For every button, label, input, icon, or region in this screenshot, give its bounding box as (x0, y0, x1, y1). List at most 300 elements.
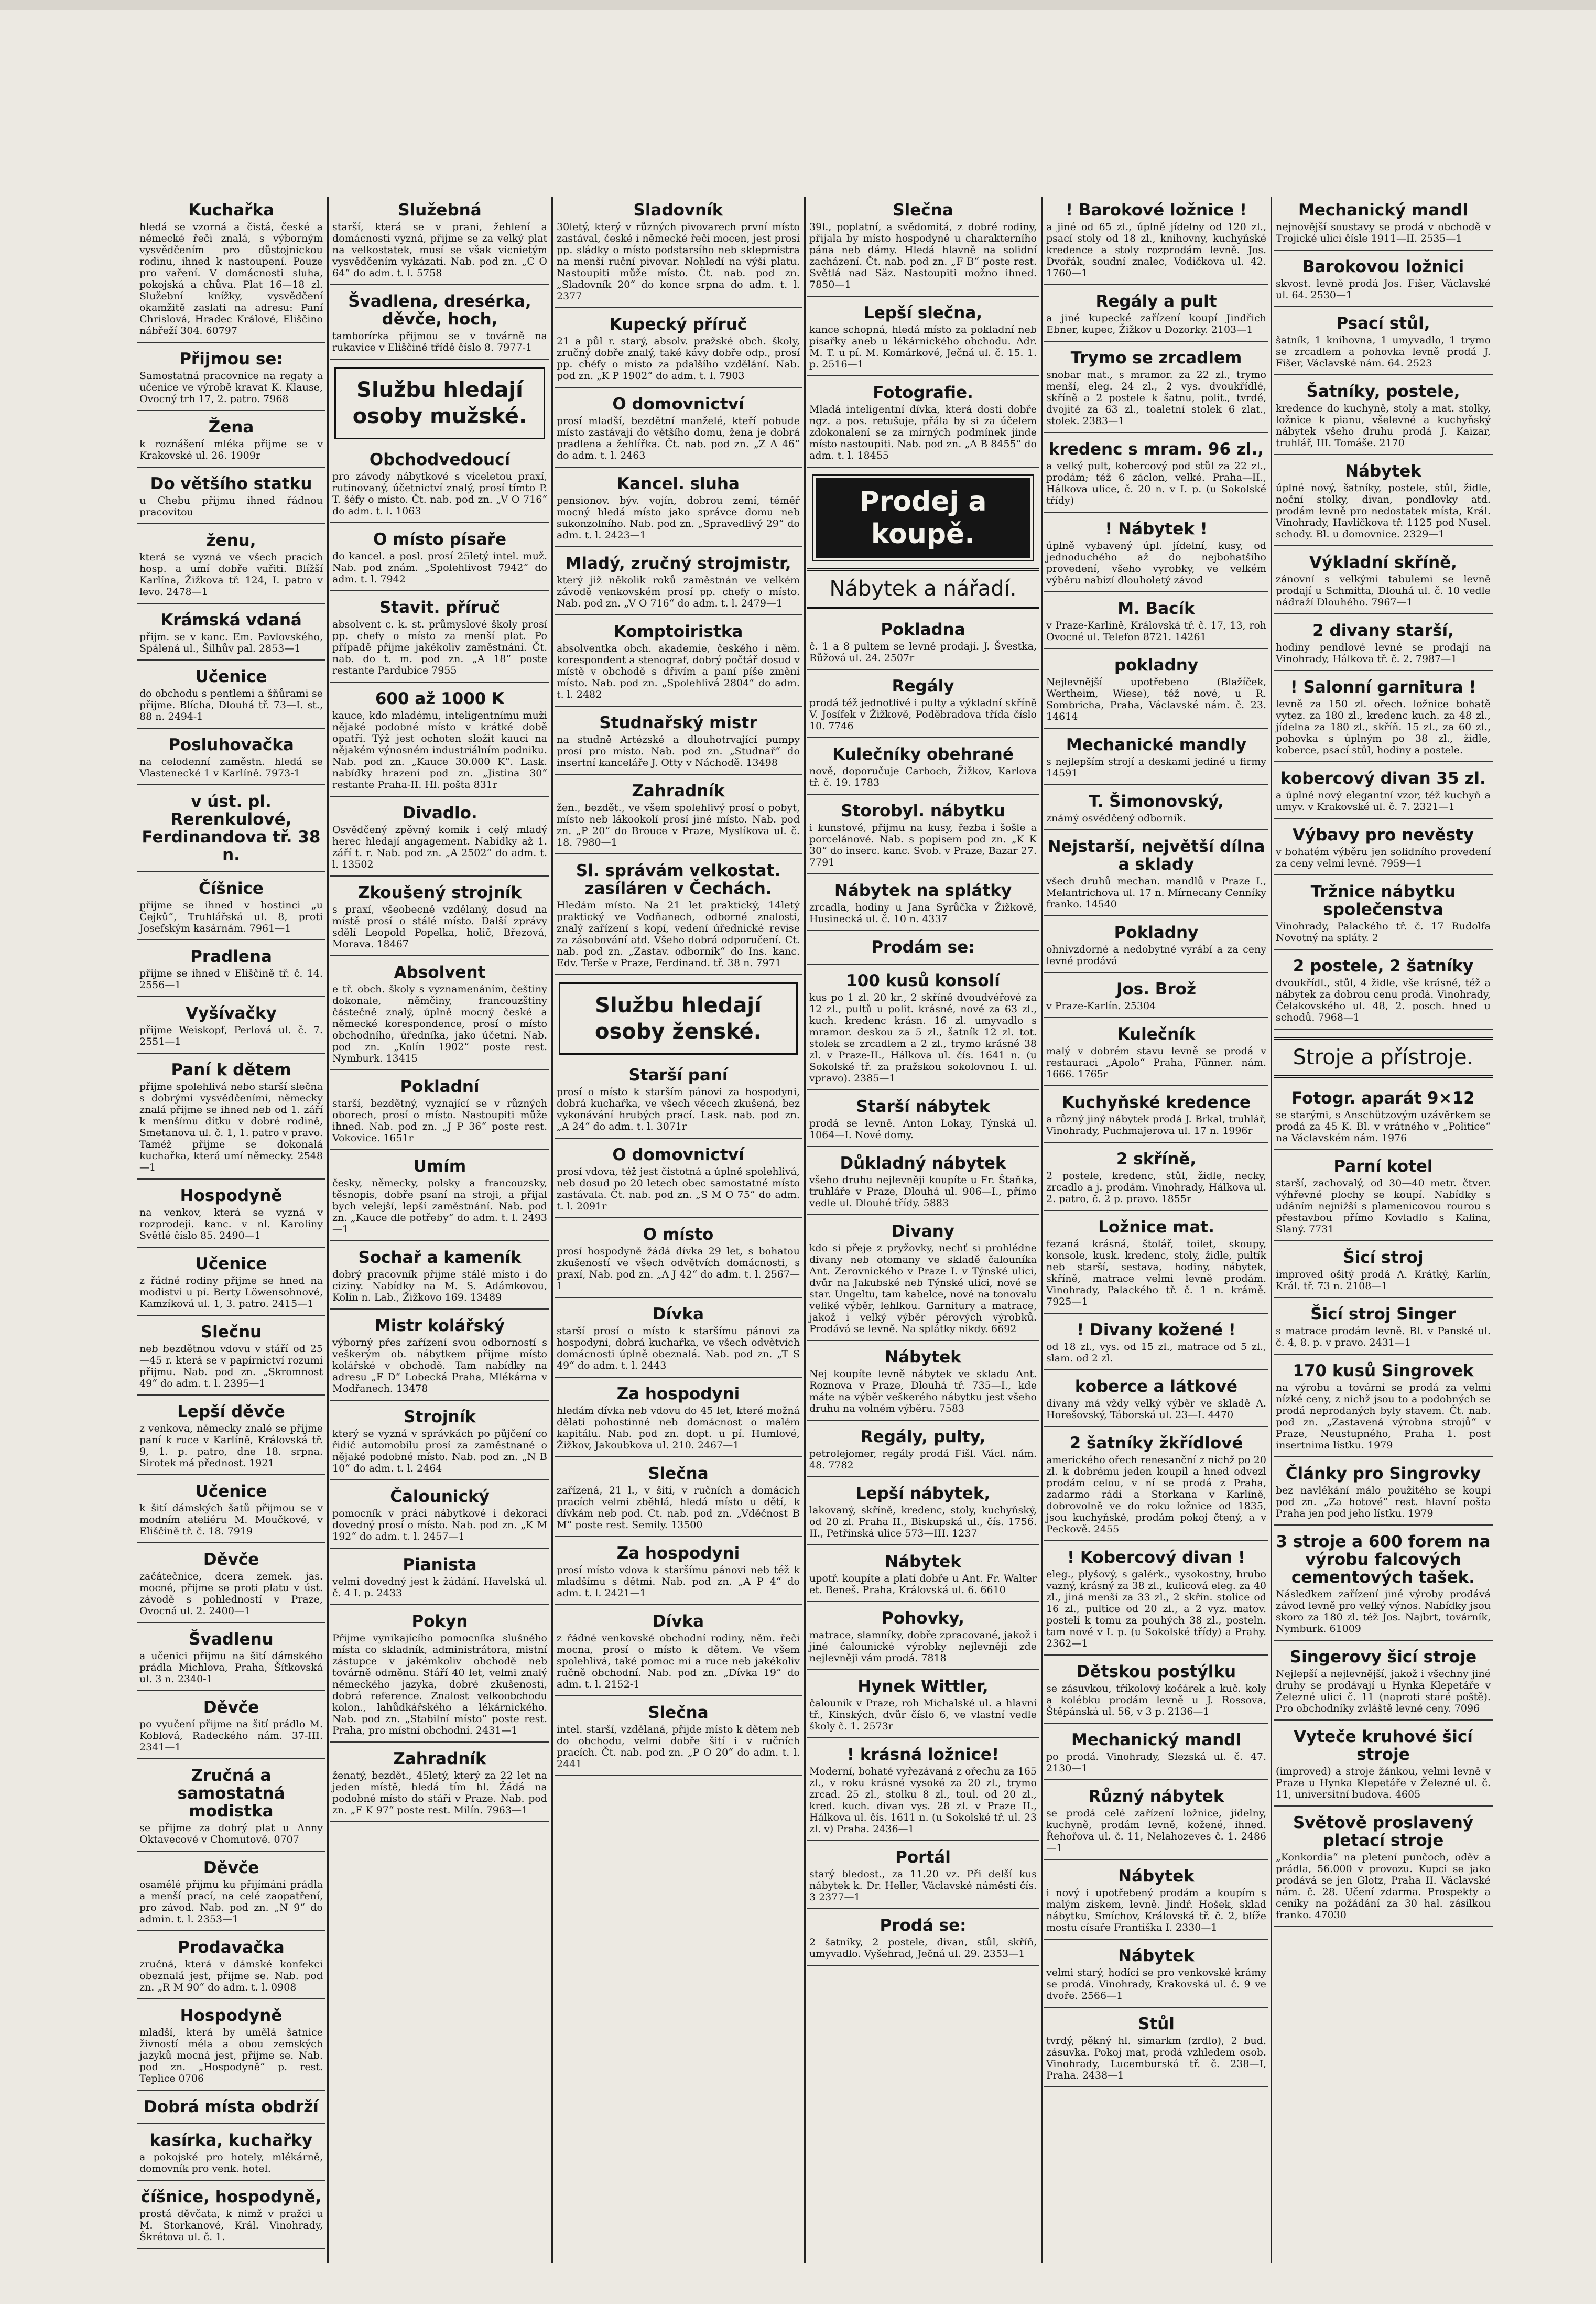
column-divider (327, 197, 329, 2263)
ad-body: Nejlevnější upotřebeno (Blažíček, Wertheim, Wiese), též nové, u R. Sombricha, Praha, Václavské nám. č. 23. 14614 (1046, 676, 1266, 722)
ad-headline: Storobyl. nábytku (841, 802, 1005, 820)
ad-body: improved ošitý prodá A. Krátký, Karlín, Král. tř. 73 n. 2108—1 (1276, 1269, 1491, 1292)
ad-body: na výrobu a tovární se prodá za velmi nízké ceny, z nichž jsou to a podobných se prodá neprodaných byly stavem. Čt. nab. pod zn. „Zastavená výrobna strojů“ v Praze, Neustupného, Praha 1. post insertnima lístku. 1979 (1276, 1382, 1491, 1451)
ad-headline: O domovnictví (612, 395, 744, 414)
ad-headline: Kulečníky obehrané (832, 745, 1014, 764)
ad-headline: Portál (895, 1848, 951, 1867)
ad-body: (improved) a stroje žánkou, velmi levně v Praze u Hynka Klepetáře v Železné ul. č. 11, universitní budova. 4605 (1276, 1766, 1491, 1800)
ad-body: starší, bezdětný, vyznající se v různých oborech, prosí o místo. Nastoupiti může ihned. Nab. pod zn. „J P 36“ poste rest. Vokovice. 1651r (332, 1098, 547, 1144)
ad-headline: Stůl (1138, 2015, 1175, 2033)
classified-ad (1044, 1544, 1268, 1656)
ad-body: velmi dovedný jest k žádání. Havelská ul. č. 4 I. p. 2433 (332, 1576, 547, 1599)
ad-body: pro závody nábytkové s víceletou praxí, rutinovaný, účetnictví znalý, prosí tímto P. T. šéfy o místo. Čt. nab. pod zn. „V O 716“ do adm. t. l. 1063 (332, 471, 547, 517)
classified-ad (1044, 516, 1268, 592)
classified-ad (330, 1153, 549, 1241)
classified-ad (807, 673, 1039, 738)
ad-headline: Tržnice nábytku společenstva (1310, 882, 1456, 919)
ad-headline: Nábytek na splátky (834, 881, 1012, 900)
classified-ad (807, 1094, 1039, 1147)
ad-headline: Hynek Wittler, (857, 1677, 989, 1696)
classified-ad (807, 300, 1039, 376)
ad-body: do obchodu s pentlemi a šňůrami se přijme. Blícha, Dlouhá tř. 73—I. st., 88 n. 2494-1 (139, 688, 323, 722)
ad-body: pensionov. býv. vojín, dobrou zemí, téměř mocný hledá místo jako správce domu neb sukonzolního. Nab. pod zn. „Spravedlivý 29“ do adm. t. l. 2423—1 (557, 495, 800, 541)
classified-ad (330, 288, 549, 360)
ad-body: petrolejomer, regály prodá Fišl. Václ. nám. 48. 7782 (809, 1448, 1037, 1471)
ad-headline: Jos. Brož (1116, 980, 1197, 999)
ad-body: starší, zachovalý, od 30—40 metr. čtver. výhřevné plochy se koupí. Nabídky s udáním nejnižší s plamenicovou rourou s přestavbou přímo Kovladlo s Kalina, Slaný. 7731 (1276, 1177, 1491, 1235)
ad-body: se starými, s Anschützovým uzávěrkem se prodá za 45 K. Bl. v vrátného v „Politice“ na Václavském nám. 1976 (1276, 1109, 1491, 1144)
ad-headline: Kuchařka (188, 201, 274, 220)
ad-body: dobrý pracovník přijme stálé místo i do ciziny. Nabídky na M. S. Adámkovou, Kolín n. Lab., Žižkovo 169. 13489 (332, 1269, 547, 1303)
classified-ad (330, 1746, 549, 1822)
ad-headline: kredenc s mram. 96 zl., (1048, 440, 1264, 459)
ad-body: v bohatém výběru jen solidního provedení za ceny velmi levné. 7959—1 (1276, 846, 1491, 869)
classified-ad (137, 414, 325, 468)
ad-headline: Hospodyně (180, 1186, 283, 1205)
ad-headline: Pohovky, (882, 1609, 964, 1628)
ad-body: 2 postele, kredenc, stůl, židle, necky, zrcadlo a j. prodám. Vinohrady, Hálkova ul. 2. patro, č. 2 p. pravo. 1855r (1046, 1170, 1266, 1205)
ad-headline: Nábytek (1345, 462, 1421, 481)
ad-body: Samostatná pracovnice na regaty a učenice ve výrobě kravat K. Klause, Ovocný trh 17, 2. patro. 7968 (139, 370, 323, 405)
classified-ad (1044, 652, 1268, 729)
ad-body: zručná, která v dámské konfekci obeznalá jest, přijme se. Nab. pod zn. „R M 90“ do adm. t. l. 0908 (139, 1959, 323, 1993)
ad-body: 30letý, který v různých pivovarech první místo zastával, české i německé řeči mocen, jest prosí pp. sládky o místo podstarsího neb sklepmistra na menší ruční pivovar. Nohledí na výši platu. Nastoupiti může místo. Čt. nab. pod zn. „Sladovník 20“ do konce srpna do adm. t. l. 2377 (557, 221, 800, 302)
ad-headline: Strojník (404, 1408, 476, 1426)
ad-body: bez navlékání málo použitého se koupí pod zn. „Za hotové“ rest. hlavní pošta Praha jen pod jeho lístku. 1979 (1276, 1485, 1491, 1519)
ad-headline: O domovnictví (612, 1145, 744, 1164)
ad-body: prostá děvčata, k nimž v pražci u M. Storkanové, Král. Vinohrady, Škrétova ul. č. 1. (139, 2208, 323, 2243)
classified-ad (1044, 1089, 1268, 1143)
classified-ad (1044, 2011, 1268, 2087)
ad-headline: ! krásná ložnice! (846, 1745, 1000, 1764)
ad-body: nově, doporučuje Carboch, Žižkov, Karlova tř. č. 19. 1783 (809, 765, 1037, 788)
ad-headline: M. Bacík (1117, 599, 1195, 618)
ad-body: prodá se levně. Anton Lokay, Týnská ul. 1064—I. Nové domy. (809, 1118, 1037, 1141)
classified-ad (555, 710, 802, 775)
classified-ad (1044, 345, 1268, 433)
ad-headline: Důkladný nábytek (840, 1154, 1006, 1173)
ad-body: eleg., plyšový, s galérk., vysokostny, hrubo vazný, krásný za 38 zl., kulicová eleg. za 40 zl., jiná menší za 33 zl., 2 skřín. stolice od 16 zl., pultice od 20 zl., a 2 vyz. matov. postelí k tomu za pouhých 38 zl., posteln. tam nové v I. p. (u Sokolské třídy) a Prahy. 2362—1 (1046, 1569, 1266, 1649)
ad-headline: 2 šatníky žkřídlové (1069, 1434, 1243, 1453)
ad-body: levně za 150 zl. ořech. ložnice bohatě vytez. za 180 zl., kredenc kuch. za 48 zl., jídelna za 180 zl., skříň. 15 zl., za 60 zl., pohovka s úplným po 38 zl., židle, koberce, psací stůl, hodiny a postele. (1276, 698, 1491, 756)
ad-headline: Pokyn (411, 1612, 468, 1631)
ad-body: osamělé přijmu ku přijímání prádla a menší prací, na celé zaopatření, pro závod. Nab. pod zn. „N 9“ do admin. t. l. 2353—1 (139, 1879, 323, 1925)
ad-headline: Pokladny (1114, 923, 1199, 942)
ad-body: hodiny pendlové levné se prodají na Vinohrady, Hálkova tř. č. 2. 7987—1 (1276, 642, 1491, 665)
ad-headline: Šicí stroj Singer (1310, 1305, 1456, 1324)
ad-body: s praxí, všeobecně vzdělaný, dosud na místě prosí o stálé místo. Další zprávy sdělí Leopold Popelka, holič, Březová, Morava. 18467 (332, 904, 547, 950)
section-banner: Službu hledají osoby ženské. (559, 982, 798, 1055)
ad-headline: Pokladní (400, 1077, 480, 1096)
classified-ad (555, 1381, 802, 1457)
ad-body: všech druhů mechan. mandlů v Praze I., Melantrichova ul. 17 n. Mírnecany Cenníky franko. 14540 (1046, 875, 1266, 910)
section-banner: Službu hledají osoby mužské. (334, 367, 545, 439)
classified-ad (137, 944, 325, 997)
ad-headline: Za hospodyni (616, 1384, 740, 1403)
ad-headline: ! Nábytek ! (1105, 520, 1208, 538)
ad-body: lakovaný, skříně, kredenc, stoly, kuchyňský, od 20 zl. Praha II., Biskupská ul., čís. 1756. II., Petřínská ulice 573—III. 1237 (809, 1505, 1037, 1539)
column-divider (1271, 197, 1272, 2263)
ad-body: kus po 1 zl. 20 kr., 2 skříně dvoudvéřové za 12 zl., pultů u polit. krásné, nové za 63 zl., kuch. kredenc krásn. 16 zl. umyvadlo s mramor. deskou za 5 zl., šatník 12 zl. tot. stolek se zrcadlem a 2 zl., trymo krásné 38 zl. v Praze-II., Hálkova ul. čís. 1641 n. (u Sokolské tř. za pražskou sokolovnou I. ul. vpravo). 2385—1 (809, 992, 1037, 1084)
classified-ad (330, 1484, 549, 1549)
ad-headline: 3 stroje a 600 forem na výrobu falcových cementových tašek. (1276, 1532, 1491, 1587)
classified-ad (807, 1673, 1039, 1738)
ad-headline: Obchodvedoucí (369, 450, 511, 469)
ad-body: absolvent c. k. st. průmyslové školy prosí pp. chefy o místo za menší plat. Po případě přijme jakékoliv zaměstnání. Čt. nab. do t. m. pod zn. „A 18“ poste restante Pardubice 7955 (332, 619, 547, 676)
ad-headline: Kancel. sluha (617, 474, 740, 493)
ad-body: matrace, slamníky, dobře zpracované, jakož i jiné čalounické výrobky nejlevněji zde nejlevněji vám prodá. 7818 (809, 1629, 1037, 1664)
ad-headline: Služebná (398, 201, 482, 220)
classified-ad (555, 619, 802, 707)
ad-headline: Regály a pult (1095, 292, 1217, 311)
classified-ad (137, 664, 325, 729)
classified-ad (807, 1605, 1039, 1670)
ad-body: úplné nový, šatníky, postele, stůl, židle, noční stolky, divan, pondlovky atd. prodám levně pro nedostatek místa, Král. Vinohrady, Havlíčkova tř. 1125 pod Nusel. schody. Bl. u domovnice. 2329—1 (1276, 482, 1491, 540)
ad-body: amerického ořech renesanční z nichž po 20 zl. k dobrému jeden koupil a hned odvezl prodám celou, v ní se prodá z Praha, zadarmo rádi a Storkana v Karlíně, dobrovolně ve do roku ložnice od 1835, jsou kuchyňské, prodám pokoj čtený, a v Peckově. 2455 (1046, 1454, 1266, 1535)
classified-ad (137, 788, 325, 872)
ad-headline: Fotogr. aparát 9×12 (1291, 1089, 1475, 1108)
ad-headline: Vyšívačky (186, 1004, 277, 1023)
classified-ad (1044, 1943, 1268, 2008)
ad-body: prosí hospodyně žádá dívka 29 let, s bohatou zkušeností ve všech odvětvích domácnosti, s praxí, Nab. pod zn. „A J 42“ do adm. t. l. 2567—1 (557, 1246, 800, 1292)
classified-ad (1044, 1430, 1268, 1541)
ad-headline: v úst. pl. Rerenkulové, Ferdinandova tř. 38 n. (142, 792, 321, 864)
classified-ad (1274, 1810, 1493, 1927)
ad-headline: Hospodyně (180, 2006, 283, 2025)
classified-ad (1274, 254, 1493, 307)
ad-headline: Děvče (203, 1698, 259, 1717)
classified-ad (137, 2127, 325, 2181)
ad-headline: číšnice, hospodyně, (140, 2188, 322, 2206)
ad-headline: Do většího statku (150, 474, 312, 493)
classified-ad (555, 1461, 802, 1537)
ad-body: kdo si přeje z pryžovky, nechť si prohlédne divany neb otomany ve skladě čalouníka Ant. Zerovnického v Praze I. v Týnské ulici, dvůr na Jakubské neb Týnské ulici, nové se star. Ungeltu, tam kabelce, nové na tonovalu veliké výběr, lehlkou. Garnitury a matrace, jakož i velký výběr pérových výrobků. Prodává se levně. Na splátky nikdy. 6692 (809, 1242, 1037, 1335)
ad-body: kredence do kuchyně, stoly a mat. stolky, ložnice k pianu, všelevné a kuchyňský nábytek všeho druhu prodá J. Kaizar, truhlář, III. Tomáše. 2170 (1276, 403, 1491, 449)
ad-headline: pokladny (1114, 656, 1199, 675)
ad-body: úplně vybavený úpl. jídelní, kusy, od jednoduchého až do nejbohatšího provedení, všeho vyrobky, ve velkém výběru nabízí dlouholetý závod (1046, 540, 1266, 586)
ad-headline: ! Salonní garnitura ! (1290, 678, 1476, 697)
ad-body: mladší, která by umělá šatnice živností méla a obou zemských jazyků mocná jest, přijme se. Nab. pod zn. „Hospodyně“ p. rest. Teplice 0706 (139, 2027, 323, 2084)
ad-headline: Pianista (403, 1555, 477, 1574)
ad-body: hledám dívka neb vdovu do 45 let, které možná dělati pohostinné neb domácnost o malém kapitálu. Nab. pod zn. dopt. u pí. Humlové, Žižkov, Jakoubkova ul. 210. 2467—1 (557, 1405, 800, 1451)
classified-ad (137, 2184, 325, 2249)
classified-ad (555, 471, 802, 547)
classified-ad (807, 1218, 1039, 1341)
ad-headline: Sl. správám velkostat. zasíláren v Čechách. (576, 861, 781, 898)
classified-ad (1274, 1358, 1493, 1457)
ad-body: a velký pult, kobercový pod stůl za 22 zl., prodám; též 6 záclon, velké. Praha—II., Hálkova ulice, č. 20 n. v I. p. (u Sokolské třídy) (1046, 460, 1266, 506)
ad-body: a jiné od 65 zl., úplně jídelny od 120 zl., psací stoly od 18 zl., knihovny, kuchyňské kredence a stoly rozprodám levně. Jos. Dvořák, soudní znalec, Vodičkova ul. 42. 1760—1 (1046, 221, 1266, 279)
ad-body: žen., bezdět., ve všem spolehlivý prosí o pobyt, místo neb lákookolí prosí jiné místo. Nab. pod zn. „P 20“ do Brouce v Praze, Myslíkova ul. č. 18. 7980—1 (557, 802, 800, 848)
ad-body: intel. starší, vzdělaná, přijde místo k dětem neb do obchodu, velmi dobře šití i v ručních pracích. Čt. nab. pod zn. „P O 20“ do adm. t. l. 2441 (557, 1724, 800, 1770)
ad-headline: Vyteče kruhové šicí stroje (1294, 1727, 1473, 1764)
ad-body: ženatý, bezdět., 45letý, který za 22 let na jeden místě, hledá tím hl. Žádá na podobné místo do stáří v Praze. Nab. pod zn. „F K 97“ poste rest. Milín. 7963—1 (332, 1770, 547, 1816)
classified-ad (1274, 1724, 1493, 1807)
ad-body: na studně Artézské a dlouhotrvající pumpy prosí pro místo. Nab. pod zn. „Studnař“ do insertní kanceláře J. Otty v Náchodě. 13498 (557, 734, 800, 769)
ad-headline: kasírka, kuchařky (149, 2131, 313, 2150)
ad-body: prosí místo vdova k staršímu pánovi neb též k mladšímu s dětmi. Nab. pod zn. „A P 4“ do adm. t. l. 2421—1 (557, 1564, 800, 1599)
classified-ad (1274, 310, 1493, 375)
ad-body: č. 1 a 8 pultem se levně prodají. J. Švestka, Růžová ul. 24. 2507r (809, 641, 1037, 664)
ad-body: tvrdý, pěkný hl. simarkm (zrdlo), 2 bud. zásuvka. Pokoj mat, prodá vzhledem osob. Vinohrady, Lucemburská tř. č. 238—I, Praha. 2438—1 (1046, 2035, 1266, 2081)
ad-body: e tř. obch. školy s vyznamenáním, češtiny dokonale, němčiny, francouzštiny částečně znalý, úplně mocný české a německé korespondence, prosí o místo obchodního, úředníka, jako účetní. Nab. pod zn. „Kolín 1902“ poste rest. Nymburk. 13415 (332, 983, 547, 1064)
classified-ad (1274, 1085, 1493, 1150)
ad-body: na venkov, která se vyzná v rozprodeji. kanc. v nl. Karoliny Světlé číslo 85. 2490—1 (139, 1207, 323, 1241)
column-6 (1274, 197, 1493, 2268)
classified-ad (1274, 879, 1493, 950)
ad-headline: Parní kotel (1333, 1157, 1433, 1176)
classified-ad (807, 968, 1039, 1090)
ad-body: známý osvědčený odborník. (1046, 813, 1186, 824)
classified-ad (330, 594, 549, 683)
classified-ad (1044, 596, 1268, 649)
ad-body: česky, německy, polsky a francouzsky, těsnopis, dobře psaní na stroji, a přijal bych velejší, lepší zaměstnání. Nab. pod zn. „Kauce dle potřeby“ do adm. t. l. 2493—1 (332, 1177, 547, 1235)
classified-ad (555, 1142, 802, 1218)
classified-ad (807, 798, 1039, 874)
classified-ad (1274, 1529, 1493, 1641)
ad-body: starší, která se v prani, žehlení a domácnosti vyzná, přijme se za velký plat na velkostatek, musí se však vicnietým vysvědčením vykázati. Nab. pod zn. „C O 64“ do adm. t. l. 5758 (332, 221, 547, 279)
ad-headline: Čalounický (390, 1487, 490, 1506)
ad-body: u Chebu přijmu ihned řádnou pracovitou (139, 495, 323, 518)
ad-headline: Prodavačka (178, 1938, 285, 1957)
ad-body: Hledám místo. Na 21 let praktický, 14letý praktický ve Vodňanech, odborné znalosti, znalý zařízení s kopí, vedení úřednické revise za zásobování atd. Všeho dobrá odporučení. Ct. nab. pod zn. „Zastav. odborník“ do Ins. kanc. Edv. Terše v Praze, Ferdinand. tř. 38 n. 7971 (557, 900, 800, 969)
ad-headline: Barokovou ložnici (1302, 257, 1464, 276)
classified-ad (555, 1608, 802, 1696)
classified-ad (1274, 197, 1493, 251)
ad-body: Nejlepší a nejlevnější, jakož i všechny jiné druhy se prodávají u Hynka Klepetáře v Železné ulici č. 11 (naproti staré poště). Pro obchodníky zvláště levné ceny. 7096 (1276, 1668, 1491, 1714)
classified-ad (330, 1404, 549, 1480)
classified-ad (137, 732, 325, 785)
ad-body: ohnivzdorné a nedobytné vyrábí a za ceny levné prodává (1046, 944, 1266, 967)
ad-body: i nový i upotřebený prodám a koupím s malým ziskem, levně. Jindř. Hošek, sklad nábytku, Smíchov, Královská tř. č. 2, blíže mostu císaře Františka I. 2330—1 (1046, 1887, 1266, 1933)
ad-headline: Články pro Singrovky (1285, 1464, 1481, 1483)
ad-headline: Za hospodyni (616, 1544, 740, 1563)
ad-headline: Lepší nábytek, (855, 1484, 991, 1503)
classified-ad (807, 1912, 1039, 1966)
classified-ad (1044, 834, 1268, 916)
ad-body: v Praze-Karlín. 25304 (1046, 1000, 1156, 1012)
ad-body: na celodenní zaměstn. hledá se Vlastenecké 1 v Karlíně. 7973-1 (139, 756, 323, 779)
classified-ad (807, 1741, 1039, 1841)
ad-body: všeho druhu nejlevněji koupíte u Fr. Štaňka, truhláře v Praze, Dlouhá ul. 906—I., přímo vedle ul. Dlouhé třídy. 5883 (809, 1174, 1037, 1209)
ad-headline: Sochař a kameník (358, 1248, 522, 1267)
ad-body: a pokojské pro hotely, mlékárně, domovník pro venk. hotel. (139, 2151, 323, 2175)
ad-body: prosí vdova, též jest čistotná a úplně spolehlivá, neb dosud po 20 letech obec samostatné místo zastávala. Čt. nab. pod zn. „S M O 75“ do adm. t. l. 2091r (557, 1166, 800, 1212)
classified-ad (1044, 288, 1268, 342)
ad-headline: koberce a látkové (1074, 1377, 1238, 1396)
ad-body: 21 a půl r. starý, absolv. pražské obch. školy, zručný dobře znalý, také kávy dobře odp., prosí pp. chéfy o místo za pdalšího vzdělání. Nab. pod zn. „K P 1902“ do adm. t. l. 7903 (557, 336, 800, 382)
ad-headline: Dívka (652, 1612, 704, 1631)
ad-headline: Sladovník (633, 201, 723, 220)
ad-body: z venkova, německy znalé se přijme paní k ruce v Karlíně, Královská tř. 9, 1. p. patro, dne 18. srpna. Sirotek má přednost. 1921 (139, 1423, 323, 1469)
ad-headline: Regály (892, 677, 954, 696)
ad-headline: Slečna (648, 1464, 709, 1483)
ad-headline: Výkladní skříně, (1309, 553, 1457, 572)
classified-ad (1044, 197, 1268, 285)
ad-headline: Kupecký příruč (609, 315, 747, 334)
ad-body: zařízená, 21 l., v šití, v ručních a domácích pracích velmi zběhlá, hledá místo u dětí, k dívkám neb pod. Ct. nab. pod zn. „Vděčnost B M“ poste rest. Semily. 13500 (557, 1485, 800, 1531)
ad-headline: Mladý, zručný strojmistr, (565, 554, 791, 573)
ad-headline: Zkoušený strojník (358, 883, 522, 902)
ad-headline: Různý nábytek (1088, 1787, 1224, 1806)
classified-ad (137, 1000, 325, 1054)
classified-ad (1044, 976, 1268, 1018)
classified-ad (1274, 1153, 1493, 1241)
column-5 (1044, 197, 1268, 2268)
classified-ad (1044, 1659, 1268, 1724)
top-edge (0, 0, 1596, 10)
classified-ad (330, 880, 549, 956)
column-divider (804, 197, 806, 2263)
ad-body: pomocník v práci nábytkové i dekoraci dovedný prosí o místo. Nab. pod zn. „K M 192“ do adm. t. l. 2457—1 (332, 1508, 547, 1542)
ad-body: a různý jiný nábytek prodá J. Brkal, truhlář, Vinohrady, Puchmajerova ul. 17 n. 1996r (1046, 1113, 1266, 1137)
classified-ad (1044, 1373, 1268, 1427)
classified-ad (807, 1150, 1039, 1215)
ad-body: přijme se ihned v hostinci „u Čejků“, Truhlářská ul. 8, proti Josefským kasárnám. 7961—1 (139, 900, 323, 934)
ad-headline: Zahradník (393, 1749, 486, 1768)
ad-headline: Prodám se: (871, 938, 975, 957)
ad-headline: Šicí stroj (1343, 1248, 1424, 1267)
ad-headline: Mechanické mandly (1066, 735, 1247, 754)
classified-ad (807, 1424, 1039, 1477)
classified-ad (137, 1546, 325, 1623)
ad-body: přijm. se v kanc. Em. Pavlovského, Spálená ul., Šilhův pal. 2853—1 (139, 631, 323, 654)
classified-ad (807, 741, 1039, 795)
ad-body: 2 šatníky, 2 postele, divan, stůl, skříň, umyvadlo. Vyšehrad, Ječná ul. 29. 2353—1 (809, 1937, 1037, 1960)
classified-ad (1274, 1245, 1493, 1298)
ad-body: tamborírka přijmou se v továrně na rukavice v Eliščině třídě číslo 8. 7977-1 (332, 330, 547, 353)
classified-ad (555, 391, 802, 468)
ad-body: který se vyzná v správkách po půjčení co řidič automobilu prosí za zaměstnané o nějaké podobné místo. Nab. pod zn. „N B 10“ do adm. t. l. 2464 (332, 1428, 547, 1474)
classified-ad (330, 1245, 549, 1310)
classified-ad (807, 934, 1039, 965)
ad-headline: Žena (208, 418, 254, 437)
classified-ad (1044, 1863, 1268, 1940)
ad-headline: Mistr kolářský (374, 1316, 505, 1335)
ad-headline: Nábytek (1118, 1867, 1195, 1886)
ad-body: který již několik roků zaměstnán ve velkém závodě venkovském prosí pp. chefy o místo. Nab. pod zn. „V O 716“ do adm. t. l. 2479—1 (557, 575, 800, 609)
ad-body: neb bezdětnou vdovu v stáří od 25—45 r. která se v papírnictví rozumí přijmu. Nab. pod zn. „Skromnost 49“ do adm. t. l. 2395—1 (139, 1343, 323, 1389)
ad-body: se zásuvkou, tříkolový kočárek a kuč. koly a kolébku prodám levně u J. Rossova, Štěpánská ul. 56, v 3 p. 2136—1 (1046, 1683, 1266, 1717)
classified-ad (807, 878, 1039, 931)
ad-headline: Nábytek (885, 1552, 961, 1571)
ad-body: Mladá inteligentní dívka, která dosti dobře ngz. a pos. retušuje, přála by si za účelem zdokonalení se za mírných podmínek jinde místo nastoupiti. Nab. pod zn. „A B 8455“ do adm. t. l. 18455 (809, 404, 1037, 461)
classified-ad (555, 1221, 802, 1298)
ad-headline: Regály, pulty, (860, 1427, 986, 1446)
ad-headline: 2 postele, 2 šatníky (1293, 957, 1474, 976)
classified-ad (330, 447, 549, 523)
ad-headline: Psací stůl, (1336, 314, 1430, 333)
ad-headline: 2 divany starší, (1312, 621, 1454, 640)
classified-ad (330, 1313, 549, 1401)
classified-ad (807, 1344, 1039, 1421)
ad-headline: Děvče (203, 1858, 259, 1877)
ad-body: kauce, kdo mladému, inteligentnímu muži nějaké podobné místo v krátké době opatří. Týž jest ochoten složit kauci na nějakém výnosném industriálním podniku. Nab. pod zn. „Kauce 30.000 K“. Lask. nabídky hrazení pod zn. „Jistina 30“ restante Praha-II. Hl. pošta 831r (332, 710, 547, 791)
ad-body: snobar mat., s mramor. za 22 zl., trymo menší, eleg. 24 zl., 2 vys. dvoukřídlé, skříně a 2 postele k šatnu, polit., tvrdé, dvojité za 63 zl., toaletní stolek 6 zlat., stolek. 2383—1 (1046, 369, 1266, 427)
ad-headline: ! Kobercový divan ! (1067, 1548, 1246, 1567)
classified-ad (137, 346, 325, 411)
classified-ad (137, 1694, 325, 1759)
classified-ad (137, 1478, 325, 1543)
ad-body: a úplné nový elegantní vzor, též kuchyň a umyv. v Krakovské ul. č. 7. 2321—1 (1276, 789, 1491, 813)
ad-headline: Zručná a samostatná modistka (177, 1766, 285, 1821)
ad-headline: Paní k dětem (171, 1061, 291, 1079)
classified-ad (1044, 1146, 1268, 1211)
ad-headline: Fotografie. (873, 383, 973, 402)
ad-body: zánovní s velkými tabulemi se levně prodají u Schmitta, Dlouhá ul. č. 10 vedle nádraží Dlouhého. 7967—1 (1276, 574, 1491, 608)
ad-body: dvoukřídl., stůl, 4 židle, vše krásné, též a nábytek za dobrou cenu prodá. Vinohrady, Čelakovského ul. 48, 2. posch. hned u schodů. 7968—1 (1276, 977, 1491, 1023)
ad-body: a jiné kupecké zařízení koupí Jindřich Ebner, kupec, Žižkov u Dozorky. 2103—1 (1046, 312, 1266, 336)
ad-headline: 2 skříně, (1116, 1150, 1197, 1169)
ad-headline: Šatníky, postele, (1306, 382, 1460, 401)
column-1 (137, 197, 325, 2268)
classified-ad (1044, 1214, 1268, 1314)
ad-headline: Zahradník (632, 782, 725, 801)
ad-headline: Nábytek (1118, 1946, 1195, 1965)
ad-body: čalounik v Praze, roh Michalské ul. a hlavní tř., Kinských, dvůr číslo 6, ve vlastní vedle školy č. 1. 2573r (809, 1697, 1037, 1732)
classified-ad (1274, 1644, 1493, 1721)
ad-headline: Světově proslavený pletací stroje (1293, 1813, 1473, 1850)
ad-body: velmi starý, hodící se pro venkovské krámy se prodá. Vinohrady, Krakovská ul. č. 9 ve dvoře. 2566—1 (1046, 1967, 1266, 2002)
ad-headline: Pradlena (190, 947, 272, 966)
classified-ad (555, 1540, 802, 1605)
classified-ad (137, 1319, 325, 1396)
ad-headline: Lepší slečna, (863, 304, 983, 322)
ad-body: Následkem zařízení jiné výroby prodává závod levně pro velký výnos. Nabídky jsou skoro za 180 zl. též Jos. Najbrt, továrník, Nymburk. 61009 (1276, 1588, 1491, 1635)
classified-ad (1274, 1301, 1493, 1355)
ad-headline: Starší paní (628, 1066, 728, 1085)
ad-headline: Dívka (652, 1305, 704, 1324)
ad-headline: Přijmou se: (179, 350, 283, 369)
ad-headline: Absolvent (394, 963, 486, 982)
ad-headline: Ložnice mat. (1098, 1218, 1214, 1237)
classified-ad (137, 2094, 325, 2124)
ad-body: fezaná krásná, štolář, toilet, skoupy, konsole, kusk. kredenc, stoly, židle, pultík neb starší, sestava, hodiny, nábytek, skříně, matrace velmi levně prodám. Vinohrady, Palackého tř. č. 1 n. krámě. 7925—1 (1046, 1238, 1266, 1307)
classified-ad (1274, 618, 1493, 671)
classified-ad (330, 800, 549, 877)
ad-headline: Slečnu (200, 1323, 262, 1342)
ad-body: se přijme za dobrý plat u Anny Oktavecové v Chomutově. 0707 (139, 1822, 323, 1845)
classified-ad (330, 1552, 549, 1605)
section-heading: Stroje a přístroje. (1274, 1037, 1493, 1078)
classified-ad (555, 778, 802, 854)
ad-body: Vinohrady, Palackého tř. č. 17 Rudolfa Novotný na spláty. 2 (1276, 921, 1491, 944)
ad-headline: Učenice (195, 1254, 267, 1273)
ad-headline: Učenice (195, 1482, 267, 1501)
ad-body: přijme spolehlivá nebo starší slečna s dobrými vysvědčeními, německy znalá přijme se ihned neb od 1. září k menšímu dítku v dobré rodině, Smetanova ul. č. 1, 1. patro v pravo. Taméž přijme se dokonalá kuchařka, která umí německy. 2548—1 (139, 1081, 323, 1173)
classified-ad (137, 197, 325, 343)
ad-headline: Starší nábytek (856, 1097, 990, 1116)
ad-body: malý v dobrém stavu levně se prodá v restauraci „Apolo“ Praha, Fünner. nám. 1666. 1765r (1046, 1045, 1266, 1080)
classified-ad (555, 858, 802, 975)
classified-ad (1274, 378, 1493, 455)
classified-ad (137, 607, 325, 661)
ad-body: výborný přes zařízení svou odborností s veškerým ob. nábytkem přijme místo kolářské v obchodě. Tam nabídky na adresu „F D“ Lobecká Praha, Mlékárna v Modřanech. 13478 (332, 1337, 547, 1394)
ad-body: hledá se vzorná a čistá, české a německé řeči znalá, s výborným vysvědčením pro důstojnickou rodinu, ihned k nastoupení. Pouze pro vaření. V domácnosti sluha, pokojská a chůva. Plat 16—18 zl. Služební knížky, vysvědčení okamžitě zaslati na adresu: Paní Chrislová, Hradec Králové, Eliščino nábřeží 304. 60797 (139, 221, 323, 337)
ad-headline: Mechanický mandl (1071, 1730, 1242, 1749)
classified-ad (1274, 458, 1493, 546)
classified-ad (555, 1301, 802, 1378)
classified-ad (807, 616, 1039, 670)
ad-body: prosí mladší, bezdětní manželé, kteří pobude místo zastávají do většího domu, žena je dobrá pradlena a žehlířka. Čt. nab. pod zn. „Z A 46“ do adm. t. l. 2463 (557, 415, 800, 461)
section-header-inverted: Prodej a koupě. (816, 478, 1030, 558)
ad-headline: Divany (892, 1222, 954, 1241)
classified-ad (555, 197, 802, 308)
classified-ad (1044, 920, 1268, 973)
ad-body: s nejlepším strojí a deskami jediné u firmy 14591 (1046, 756, 1266, 779)
ad-body: skvost. levně prodá Jos. Fišer, Václavské ul. 64. 2530—1 (1276, 278, 1491, 301)
ad-body: „Konkordia“ na pletení punčoch, oděv a prádla, 56.000 v provozu. Kupci se jako prodává se jen Glotz, Praha II. Václavské nám. č. 28. Učení zdarma. Prospekty a ceníky na požádání za 30 hal. zásilkou franko. 47030 (1276, 1852, 1491, 1921)
